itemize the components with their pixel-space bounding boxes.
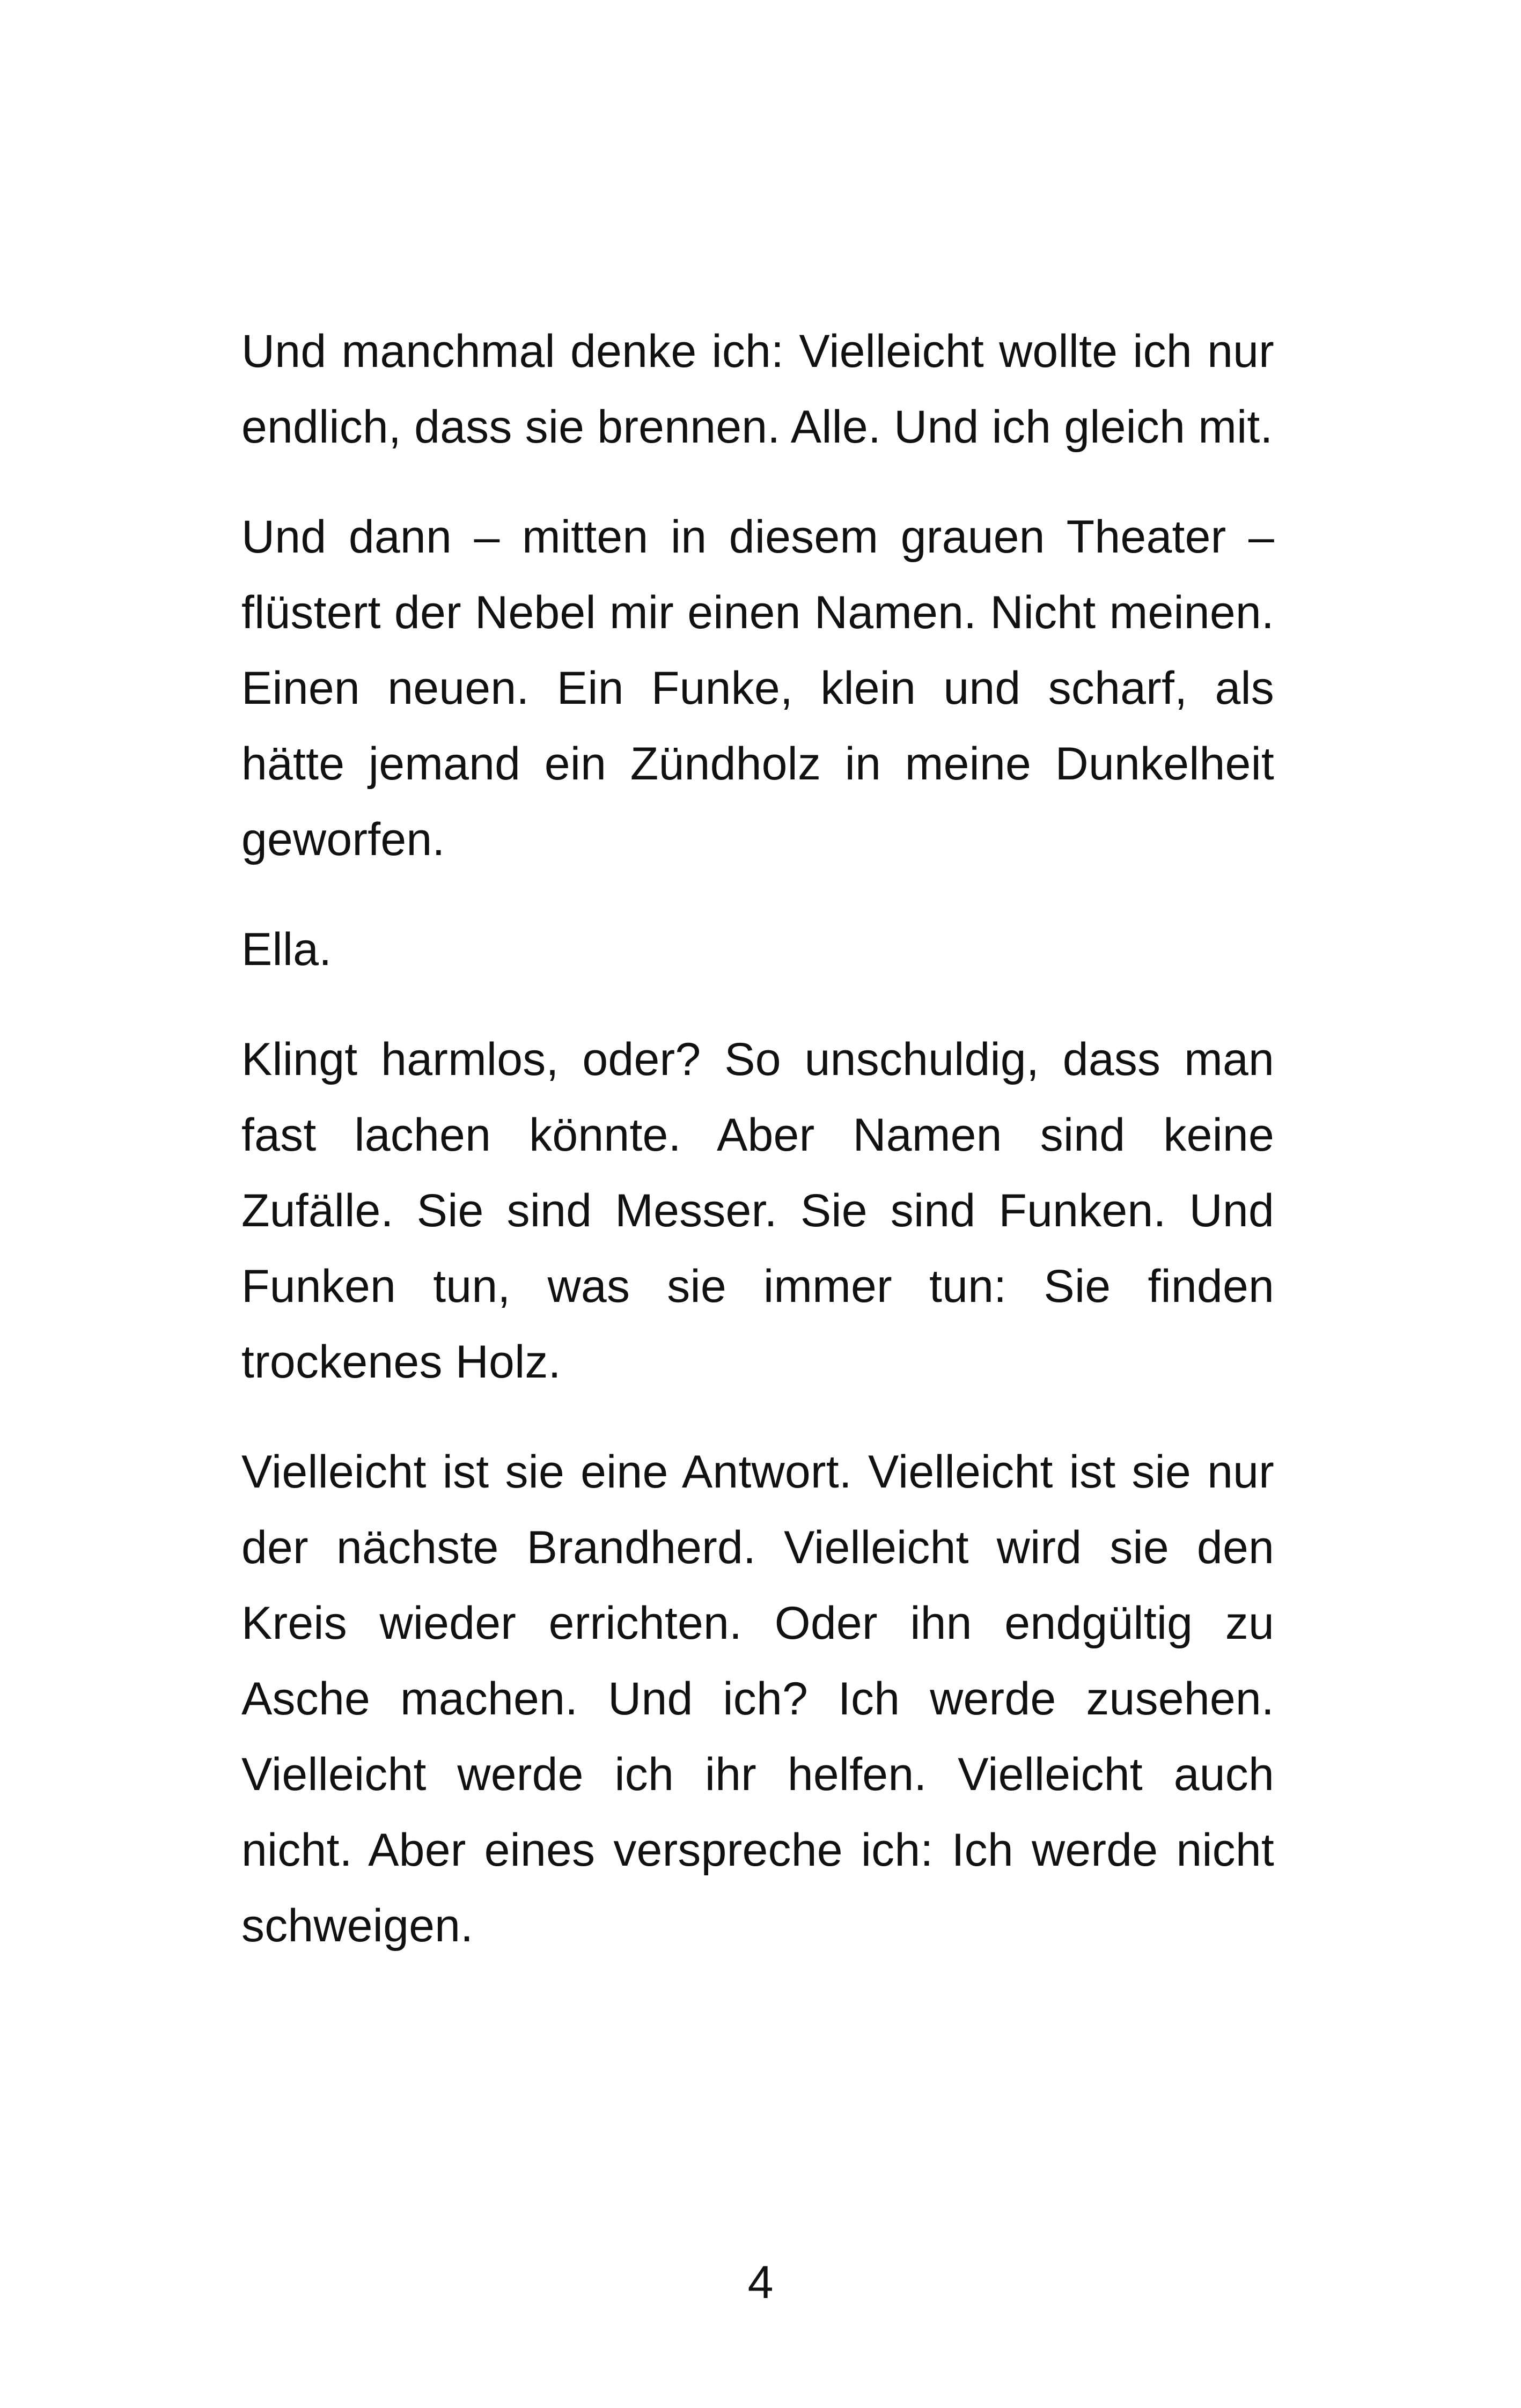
paragraph-4: Klingt harmlos, oder? So unschuldig, dass man fast lachen könnte. Aber Namen sind keine Zufälle. Sie sind Messer. Sie sind Funken. Und Funken tun, was sie immer tun: Sie finden trockenes Holz.	[241, 1034, 1274, 1388]
paragraph-1: Und manchmal denke ich: Vielleicht wollte ich nur endlich, dass sie brennen. Alle. Und ich gleich mit.	[241, 326, 1274, 453]
paragraph-5: Vielleicht ist sie eine Antwort. Vielleicht ist sie nur der nächste Brandherd. Vielleicht wird sie den Kreis wieder errichten. Oder ihn endgültig zu Asche machen. Und ich? Ich werde zusehen. Vielleicht werde ich ihr helfen. Vielleicht auch nicht. Aber eines verspreche ich: Ich werde nicht schweigen.	[241, 1446, 1274, 1952]
paragraph-2: Und dann – mitten in diesem grauen Theater – flüstert der Nebel mir einen Namen. Nicht meinen. Einen neuen. Ein Funke, klein und scharf, als hätte jemand ein Zündholz in meine Dunkelheit geworfen.	[241, 511, 1274, 865]
body-text	[241, 314, 1274, 1964]
page-number: 4	[747, 2257, 774, 2308]
paragraph-3: Ella.	[241, 924, 332, 975]
